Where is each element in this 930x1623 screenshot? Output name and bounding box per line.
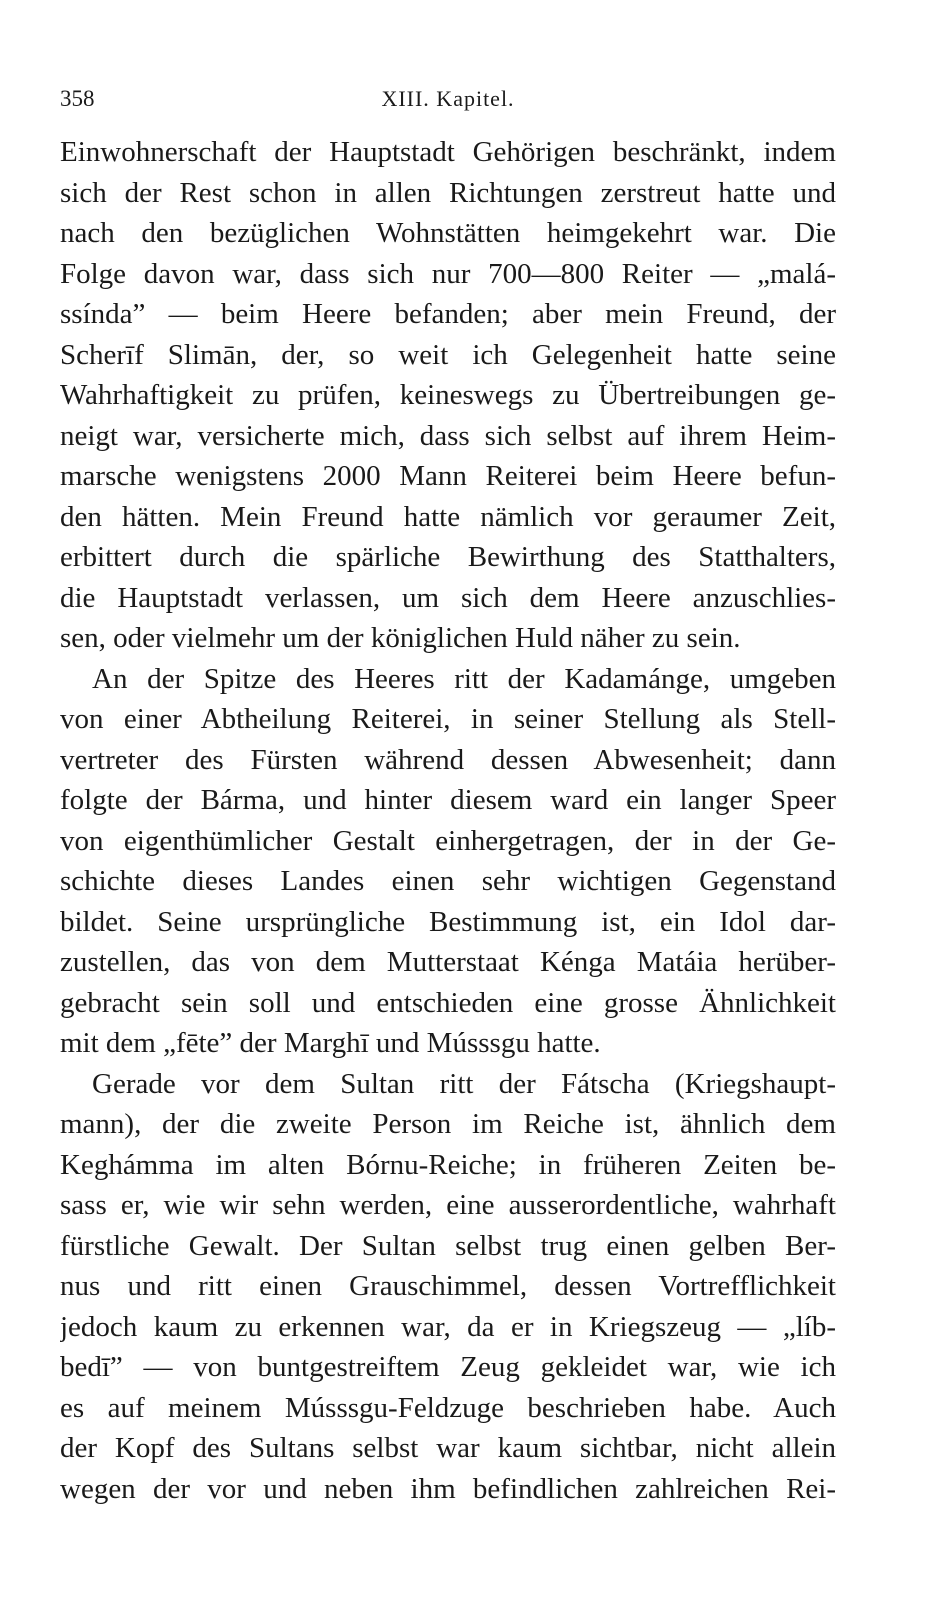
text-line: Gerade vor dem Sultan ritt der Fátscha (Kriegshaupt- — [92, 1067, 836, 1100]
text-line: ssínda” — beim Heere befanden; aber mein Freund, der — [60, 298, 836, 330]
text-line: gebracht sein soll und entschieden eine grosse Ähnlichkeit — [60, 986, 836, 1019]
text-line: jedoch kaum zu erkennen war, da er in Kriegszeug — „líb- — [60, 1310, 836, 1343]
text-line: vertreter des Fürsten während dessen Abwesenheit; dann — [60, 743, 836, 776]
text-line: erbittert durch die spärliche Bewirthung des Statthalters, — [60, 541, 836, 573]
text-line: sen, oder vielmehr um der königlichen Huld näher zu sein. — [60, 622, 741, 654]
text-line: An der Spitze des Heeres ritt der Kadamánge, umgeben — [92, 662, 836, 695]
body-text — [60, 132, 836, 1509]
text-line: neigt war, versicherte mich, dass sich selbst auf ihrem Heim- — [60, 419, 836, 452]
text-line: die Hauptstadt verlassen, um sich dem Heere anzuschlies- — [60, 581, 836, 614]
text-line: folgte der Bárma, und hinter diesem ward ein langer Speer — [60, 784, 836, 816]
text-line: fürstliche Gewalt. Der Sultan selbst trug einen gelben Ber- — [60, 1229, 836, 1262]
running-head — [60, 84, 836, 114]
paragraph — [60, 132, 836, 659]
text-line: nus und ritt einen Grauschimmel, dessen Vortrefflichkeit — [60, 1270, 836, 1302]
paragraph — [60, 659, 836, 1064]
text-line: wegen der vor und neben ihm befindlichen zahlreichen Rei- — [60, 1472, 836, 1505]
text-line: bildet. Seine ursprüngliche Bestimmung ist, ein Idol dar- — [60, 905, 836, 938]
text-line: Einwohnerschaft der Hauptstadt Gehörigen beschränkt, indem — [60, 136, 836, 168]
text-line: Keghámma im alten Bórnu-Reiche; in früheren Zeiten be- — [60, 1148, 836, 1181]
text-line: mann), der die zweite Person im Reiche ist, ähnlich dem — [60, 1108, 836, 1140]
text-line: zustellen, das von dem Mutterstaat Kénga Matáia herüber- — [60, 946, 836, 978]
text-line: es auf meinem Músssgu-Feldzuge beschrieben habe. Auch — [60, 1391, 836, 1424]
text-line: von eigenthümlicher Gestalt einhergetragen, der in der Ge- — [60, 824, 836, 857]
text-line: sich der Rest schon in allen Richtungen zerstreut hatte und — [60, 176, 836, 209]
text-line: sass er, wie wir sehn werden, eine ausserordentliche, wahrhaft — [60, 1189, 836, 1221]
paragraph — [60, 1064, 836, 1510]
text-line: der Kopf des Sultans selbst war kaum sichtbar, nicht allein — [60, 1432, 836, 1464]
text-line: Scherīf Slimān, der, so weit ich Gelegenheit hatte seine — [60, 338, 836, 371]
text-line: von einer Abtheilung Reiterei, in seiner Stellung als Stell- — [60, 703, 836, 735]
text-line: Wahrhaftigkeit zu prüfen, keineswegs zu Übertreibungen ge- — [60, 379, 836, 411]
page-number: 358 — [60, 86, 95, 111]
text-line: den hätten. Mein Freund hatte nämlich vor geraumer Zeit, — [60, 500, 836, 533]
text-line: nach den bezüglichen Wohnstätten heimgekehrt war. Die — [60, 217, 836, 249]
text-line: mit dem „fēte” der Marghī und Músssgu hatte. — [60, 1027, 601, 1059]
text-line: marsche wenigstens 2000 Mann Reiterei beim Heere befun- — [60, 460, 836, 492]
text-line: bedī” — von buntgestreiftem Zeug gekleidet war, wie ich — [60, 1351, 836, 1383]
chapter-title: XIII. Kapitel. — [381, 86, 515, 111]
text-line: schichte dieses Landes einen sehr wichtigen Gegenstand — [60, 865, 836, 897]
text-line: Folge davon war, dass sich nur 700—800 Reiter — „malá- — [60, 257, 836, 290]
